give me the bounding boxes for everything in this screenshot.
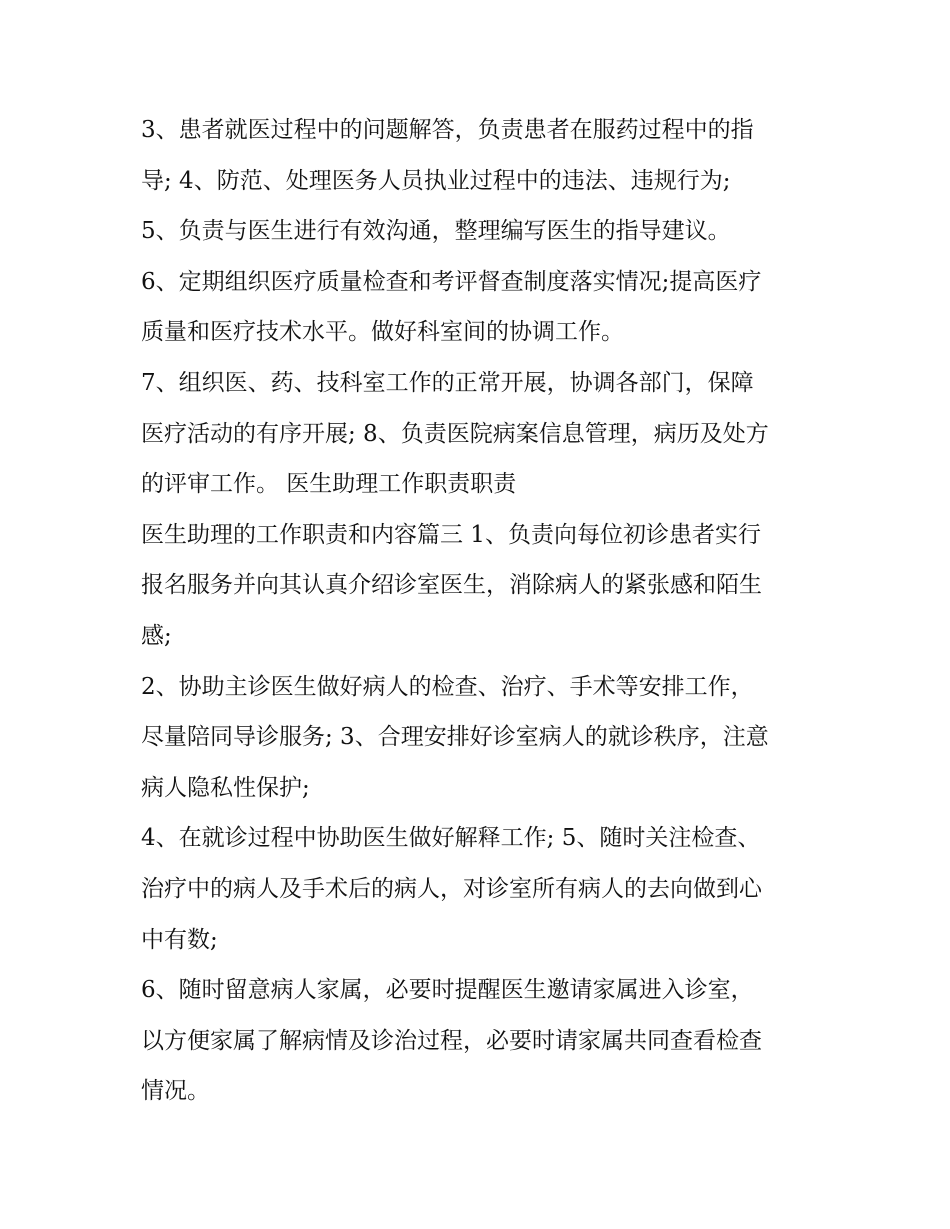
text-line: 3、患者就医过程中的问题解答，负责患者在服药过程中的指 [141, 117, 754, 143]
text-line: 质量和医疗技术水平。做好科室间的协调工作。 [141, 319, 624, 346]
text-line: 的评审工作。 医生助理工作职责职责 [141, 471, 517, 498]
text-line: 尽量陪同导诊服务; 3、合理安排好诊室病人的就诊秩序，注意 [141, 724, 769, 751]
text-line: 病人隐私性保护; [141, 774, 310, 801]
text-line: 报名服务并向其认真介绍诊室医生，消除病人的紧张感和陌生 [141, 572, 762, 599]
text-line: 7、组织医、药、技科室工作的正常开展，协调各部门，保障 [141, 369, 754, 396]
text-line: 医生助理的工作职责和内容篇三 1、负责向每位初诊患者实行 [141, 521, 761, 548]
text-line: 2、协助主诊医生做好病人的检查、治疗、手术等安排工作， [141, 673, 754, 700]
text-line: 情况。 [141, 1078, 210, 1105]
text-line: 治疗中的病人及手术后的病人，对诊室所有病人的去向做到心 [141, 875, 762, 902]
text-line: 4、在就诊过程中协助医生做好解释工作; 5、随时关注检查、 [141, 825, 761, 852]
text-line: 中有数; [141, 926, 218, 953]
document-body [141, 108, 821, 1120]
text-line: 医疗活动的有序开展; 8、负责医院病案信息管理，病历及处方 [141, 420, 769, 447]
text-line: 感; [141, 622, 172, 649]
text-line: 以方便家属了解病情及诊治过程，必要时请家属共同查看检查 [141, 1027, 762, 1054]
text-line: 5、负责与医生进行有效沟通，整理编写医生的指导建议。 [141, 218, 731, 245]
text-line: 6、随时留意病人家属，必要时提醒医生邀请家属进入诊室， [141, 977, 754, 1004]
text-line: 6、定期组织医疗质量检查和考评督查制度落实情况;提高医疗 [141, 268, 762, 295]
text-line: 导; 4、防范、处理医务人员执业过程中的违法、违规行为; [141, 167, 731, 194]
